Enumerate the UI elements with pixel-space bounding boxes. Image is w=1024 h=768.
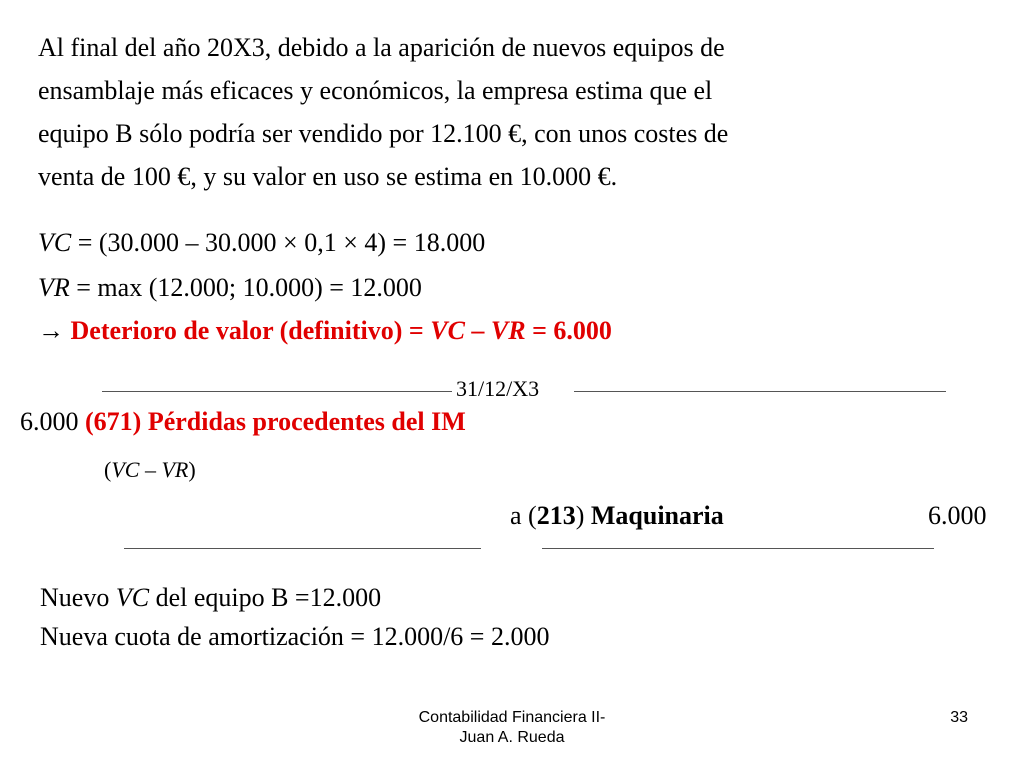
- page-number: 33: [950, 709, 968, 726]
- intro-line: venta de 100 €, y su valor en uso se estima en 10.000 €.: [38, 162, 618, 191]
- footer-author: Juan A. Rueda: [459, 729, 565, 746]
- intro-line: ensamblaje más eficaces y económicos, la empresa estima que el: [38, 76, 713, 105]
- journal-closing-rule-left: [124, 548, 481, 549]
- credit-account: a (213) Maquinaria: [510, 501, 724, 530]
- vr-formula: [38, 273, 422, 303]
- journal-closing-rule-right: [542, 548, 934, 549]
- journal-rule-right: [574, 391, 946, 392]
- intro-line: Al final del año 20X3, debido a la aparición de nuevos equipos de: [38, 33, 725, 62]
- credit-name: Maquinaria: [590, 501, 724, 530]
- vr-variable: VR: [38, 273, 70, 302]
- arrow-icon: →: [38, 316, 64, 345]
- journal-rule-left: [102, 391, 452, 392]
- new-depreciation-line: Nueva cuota de amortización = 12.000/6 = 2.000: [40, 622, 550, 651]
- journal-date: 31/12/X3: [456, 376, 540, 401]
- debit-account: (671) Pérdidas procedentes del IM: [85, 407, 466, 436]
- footer-course: Contabilidad Financiera II-: [418, 709, 606, 726]
- impairment-label: Deterioro de valor (definitivo) = VC – VR = 6.000: [64, 316, 612, 345]
- credit-code: 213: [536, 501, 576, 530]
- new-vc-line: Nuevo VC del equipo B =12.000: [40, 583, 382, 612]
- vc-variable: VC: [38, 228, 72, 257]
- intro-paragraph: [38, 26, 998, 198]
- vc-expression: = (30.000 – 30.000 × 0,1 × 4) = 18.000: [71, 228, 486, 257]
- vr-expression: = max (12.000; 10.000) = 12.000: [69, 273, 422, 302]
- vc-formula: [38, 228, 485, 258]
- footer-credit: [380, 708, 644, 748]
- debit-note: (VC – VR): [104, 457, 196, 482]
- debit-line: [20, 407, 466, 437]
- impairment-formula: [38, 316, 612, 346]
- credit-amount: 6.000: [928, 501, 987, 530]
- intro-line: equipo B sólo podría ser vendido por 12.100 €, con unos costes de: [38, 119, 729, 148]
- debit-amount: 6.000: [20, 407, 79, 436]
